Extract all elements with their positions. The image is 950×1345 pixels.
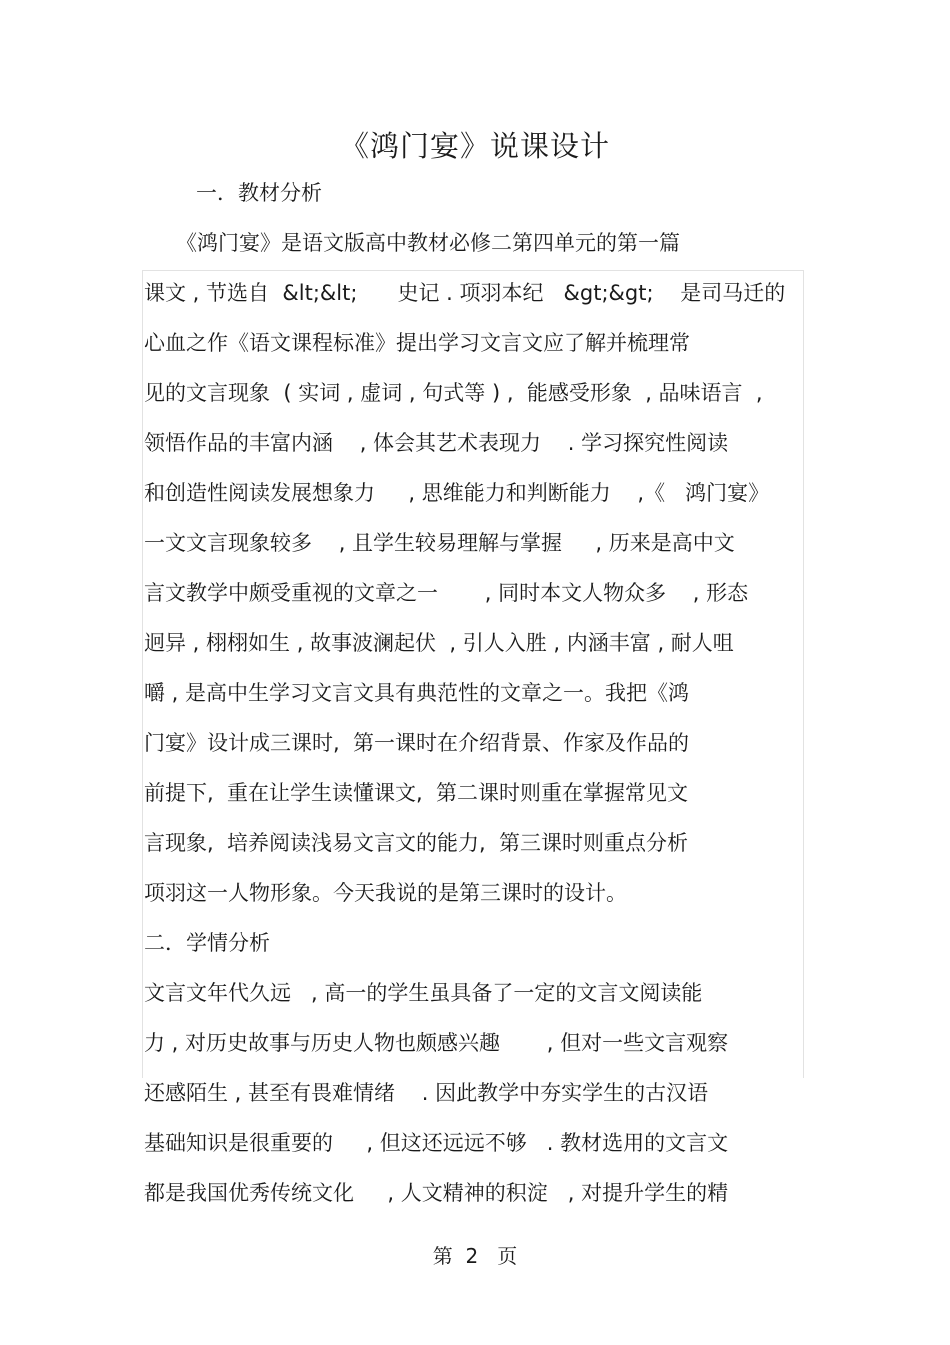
paragraph-line: 都是我国优秀传统文化 , 人文精神的积淀 , 对提升学生的精 — [144, 1181, 729, 1205]
paragraph-line: 迥异 , 栩栩如生 , 故事波澜起伏 , 引人入胜 , 内涵丰富 , 耐人咀 — [144, 631, 734, 655]
document-title: 《鸿门宴》说课设计 — [339, 129, 610, 163]
paragraph-line: 心血之作《语文课程标准》提出学习文言文应了解并梳理常 — [144, 331, 690, 355]
paragraph-line: 门宴》设计成三课时, 第一课时在介绍背景、作家及作品的 — [144, 731, 690, 755]
page-number: 第 2 页 — [432, 1244, 518, 1268]
section-heading-student-analysis: 二．学情分析 — [144, 931, 270, 955]
paragraph-line: 《鸿门宴》是语文版高中教材必修二第四单元的第一篇 — [176, 231, 680, 255]
paragraph-line: 课文 , 节选自 &lt;&lt; 史记 . 项羽本纪 &gt;&gt; 是司马迁的 — [144, 281, 786, 305]
paragraph-line: 项羽这一人物形象。今天我说的是第三课时的设计。 — [144, 881, 627, 905]
paragraph-line: 一文文言现象较多 , 且学生较易理解与掌握 , 历来是高中文 — [144, 531, 735, 555]
paragraph-line: 基础知识是很重要的 , 但这还远远不够 . 教材选用的文言文 — [144, 1131, 729, 1155]
paragraph-line: 言文教学中颇受重视的文章之一 , 同时本文人物众多 , 形态 — [144, 581, 749, 605]
paragraph-line: 见的文言现象 ( 实词 , 虚词 , 句式等 ) , 能感受形象 , 品味语言 , — [144, 381, 763, 405]
paragraph-line: 和创造性阅读发展想象力 , 思维能力和判断能力 ,《 鸿门宴》 — [144, 481, 770, 505]
paragraph-line: 力 , 对历史故事与历史人物也颇感兴趣 , 但对一些文言观察 — [144, 1031, 729, 1055]
section-heading-material-analysis: 一．教材分析 — [196, 181, 322, 205]
paragraph-line: 前提下, 重在让学生读懂课文, 第二课时则重在掌握常见文 — [144, 781, 689, 805]
paragraph-line: 嚼 , 是高中生学习文言文具有典范性的文章之一。我把《鸿 — [144, 681, 690, 705]
paragraph-line: 文言文年代久远 , 高一的学生虽具备了一定的文言文阅读能 — [144, 981, 703, 1005]
paragraph-line: 还感陌生 , 甚至有畏难情绪 . 因此教学中夯实学生的古汉语 — [144, 1081, 709, 1105]
paragraph-line: 领悟作品的丰富内涵 , 体会其艺术表现力 . 学习探究性阅读 — [144, 431, 729, 455]
paragraph-line: 言现象, 培养阅读浅易文言文的能力, 第三课时则重点分析 — [144, 831, 689, 855]
